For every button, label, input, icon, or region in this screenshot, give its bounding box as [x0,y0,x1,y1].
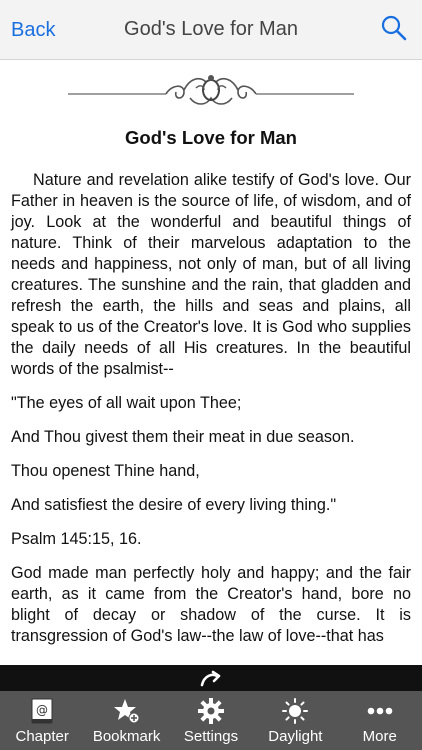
paragraph: Psalm 145:15, 16. [11,530,142,548]
paragraph: Thou openest Thine hand, [11,462,200,480]
navigation-bar [0,0,422,60]
chapter-heading: God's Love for Man [125,127,297,148]
gear-icon [197,697,225,725]
tab-bar [0,691,422,750]
tab-chapter[interactable] [0,691,84,750]
reading-area[interactable] [0,60,422,665]
page-title: God's Love for Man [124,18,298,40]
paragraph: And Thou givest them their meat in due season. [11,428,355,446]
tab-bookmark[interactable] [84,691,168,750]
tab-more[interactable] [338,691,422,750]
tab-settings[interactable] [169,691,253,750]
paragraph: "The eyes of all wait upon Thee; [11,394,242,412]
tab-label: More [362,728,397,745]
back-button[interactable]: Back [11,19,56,41]
chapter-icon [28,697,56,725]
paragraph: Nature and revelation alike testify of God's love. Our Father in heaven is the source of life, of wisdom, and of joy. Look at the wonderful and beautiful things of nature. Think of their marvelous adaptation to the needs and happiness, not only of man, but of all living creatures. The sunshine and the rain, that gladden and refresh the earth, the hills and seas and plains, all speak to us of the Creator's love. It is God who supplies the daily needs of all His creatures. In the beautiful words of the psalmist-- [11,171,411,378]
bookmark-star-icon [113,697,141,725]
chapter-text [11,170,411,660]
curved-arrow-icon [198,668,224,688]
tab-label: Daylight [268,728,323,745]
search-button[interactable] [380,14,408,42]
tab-label: Settings [183,728,239,745]
toolbar-handle[interactable] [0,665,422,691]
tab-daylight[interactable] [253,691,337,750]
svg-text:@: @ [36,703,49,717]
more-dots-icon [366,697,394,725]
paragraph: God made man perfectly holy and happy; and the fair earth, as it came from the Creator's hand, bore no blight of decay or shadow of the curse. It is transgression of God's law--the law of love--that has [11,564,411,645]
tab-label: Chapter [15,728,69,745]
paragraph: And satisfiest the desire of every living thing." [11,496,337,514]
tab-label: Bookmark [92,728,161,745]
decorative-ornament-icon [66,70,356,110]
search-icon [380,14,408,42]
sun-icon [281,697,309,725]
